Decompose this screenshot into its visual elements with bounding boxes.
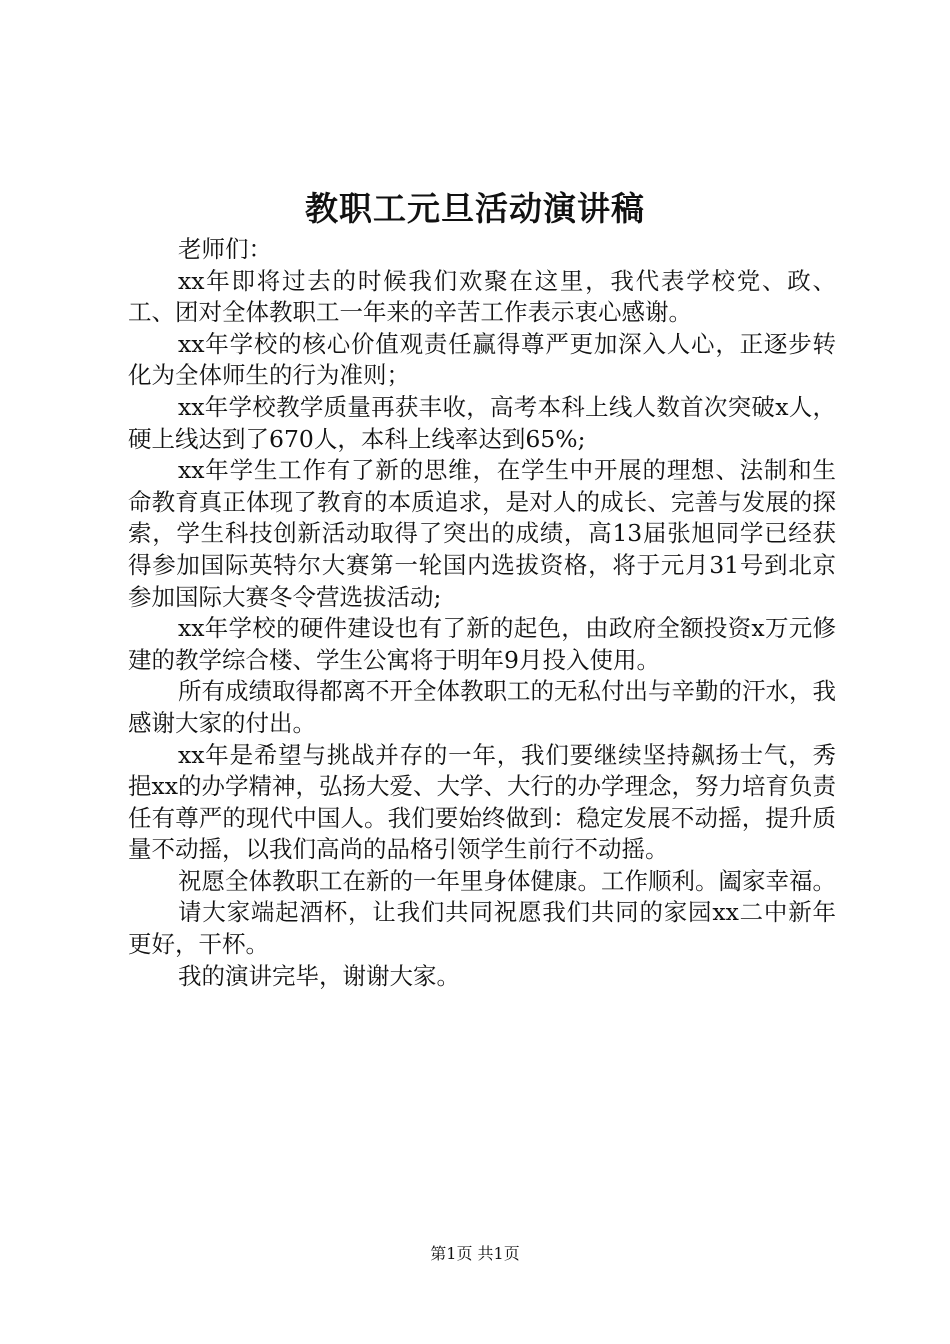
paragraph-thanks: xx年即将过去的时候我们欢聚在这里，我代表学校党、政、工、团对全体教职工一年来的辛苦工作表示衷心感谢。 [128, 266, 836, 327]
paragraph-closing: 我的演讲完毕，谢谢大家。 [178, 961, 460, 990]
paragraph-wishes: 祝愿全体教职工在新的一年里身体健康。工作顺利。阖家幸福。 [178, 866, 836, 895]
document-title: 教职工元旦活动演讲稿 [305, 189, 645, 228]
paragraph-student-work: xx年学生工作有了新的思维，在学生中开展的理想、法制和生命教育真正体现了教育的本质追求，是对人的成长、完善与发展的探索，学生科技创新活动取得了突出的成绩，高13届张旭同学已经获得参加国际英特尔大赛第一轮国内选拔资格，将于元月31号到北京参加国际大赛冬令营选拔活动; [128, 456, 836, 611]
paragraph-gratitude: 所有成绩取得都离不开全体教职工的无私付出与辛勤的汗水，我感谢大家的付出。 [128, 677, 836, 737]
paragraph-teaching-quality: xx年学校教学质量再获丰收，高考本科上线人数首次突破x人，硬上线达到了670人，本科上线率达到65%; [128, 392, 836, 453]
paragraph-facilities: xx年学校的硬件建设也有了新的起色，由政府全额投资x万元修建的教学综合楼、学生公寓将于明年9月投入使用。 [128, 614, 836, 674]
paragraph-toast: 请大家端起酒杯，让我们共同祝愿我们共同的家园xx二中新年更好，干杯。 [128, 898, 836, 959]
paragraph-values: xx年学校的核心价值观责任赢得尊严更加深入人心，正逐步转化为全体师生的行为准则； [128, 329, 836, 390]
page-footer: 第1页 共1页 [430, 1244, 520, 1263]
salutation: 老师们： [178, 235, 272, 263]
document-body [128, 234, 836, 992]
paragraph-outlook: xx年是希望与挑战并存的一年，我们要继续坚持飙扬士气，秀挹xx的办学精神，弘扬大爱、大学、大行的办学理念，努力培育负责任有尊严的现代中国人。我们要始终做到：稳定发展不动摇，提升质量不动摇，以我们高尚的品格引领学生前行不动摇。 [128, 740, 837, 864]
